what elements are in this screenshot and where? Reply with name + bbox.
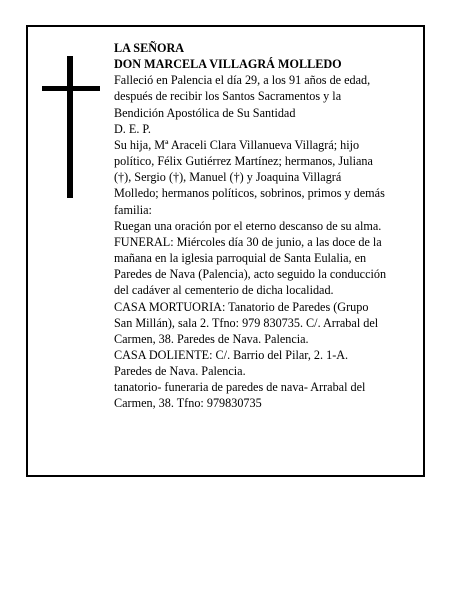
notice-line: tanatorio- funeraria de paredes de nava- Arrabal del — [114, 380, 366, 395]
notice-line: Falleció en Palencia el día 29, a los 91 años de edad, — [114, 73, 371, 88]
notice-line: D. E. P. — [114, 121, 151, 136]
notice-line: familia: — [114, 202, 152, 217]
notice-line: político, Félix Gutiérrez Martínez; hermanos, Juliana — [114, 154, 373, 169]
cross-icon — [42, 56, 100, 198]
notice-line: CASA MORTUORIA: Tanatorio de Paredes (Grupo — [114, 299, 369, 314]
notice-line: Carmen, 38. Tfno: 979830735 — [114, 396, 262, 411]
obituary-notice — [26, 25, 425, 477]
notice-line: del cadáver al cementerio de dicha localidad. — [114, 283, 334, 298]
notice-line: Paredes de Nava. Palencia. — [114, 364, 246, 379]
notice-heading-name: DON MARCELA VILLAGRÁ MOLLEDO — [114, 57, 342, 72]
notice-line: Molledo; hermanos políticos, sobrinos, primos y demás — [114, 186, 385, 201]
cross-vertical-bar — [67, 56, 73, 198]
notice-line: Bendición Apostólica de Su Santidad — [114, 105, 296, 120]
notice-line: Paredes de Nava (Palencia), acto seguido la conducción — [114, 267, 387, 282]
notice-line: Ruegan una oración por el eterno descanso de su alma. — [114, 218, 382, 233]
notice-line: (†), Sergio (†), Manuel (†) y Joaquina Villagrá — [114, 170, 342, 185]
cross-horizontal-bar — [42, 86, 100, 91]
notice-heading-title: LA SEÑORA — [114, 41, 185, 55]
notice-line: FUNERAL: Miércoles día 30 de junio, a las doce de la — [114, 234, 382, 249]
notice-line: San Millán), sala 2. Tfno: 979 830735. C/. Arrabal del — [114, 315, 379, 330]
notice-line: después de recibir los Santos Sacramentos y la — [114, 89, 342, 104]
notice-line: Carmen, 38. Paredes de Nava. Palencia. — [114, 331, 309, 346]
notice-line: CASA DOLIENTE: C/. Barrio del Pilar, 2. 1-A. — [114, 347, 349, 362]
notice-line: mañana en la iglesia parroquial de Santa Eulalia, en — [114, 251, 367, 266]
notice-text — [114, 40, 426, 412]
notice-line: Su hija, Mª Araceli Clara Villanueva Villagrá; hijo — [114, 137, 360, 152]
